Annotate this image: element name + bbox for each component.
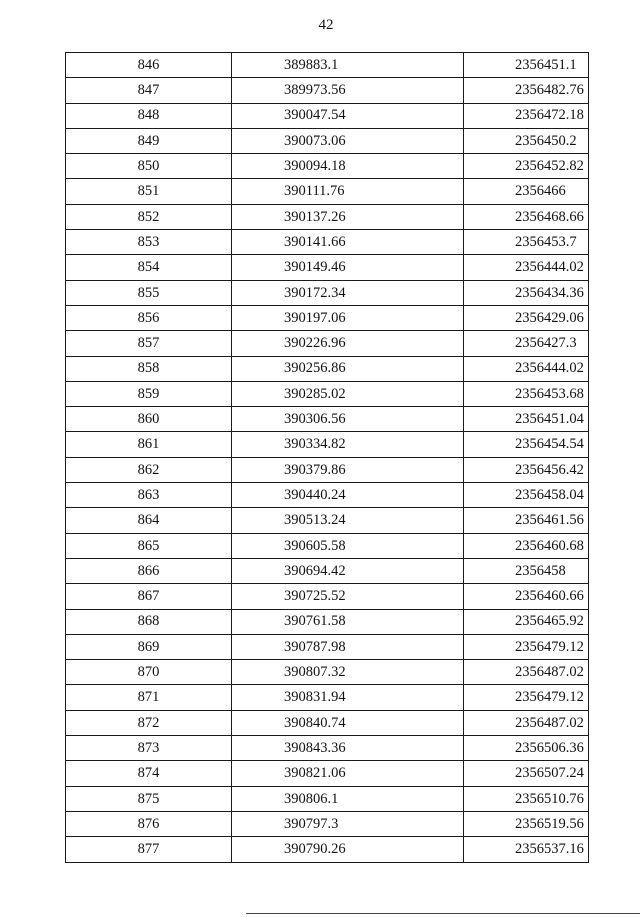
point-number-cell: 846 <box>66 53 232 78</box>
x-coordinate-cell: 390073.06 <box>232 128 464 153</box>
point-number-cell: 874 <box>66 761 232 786</box>
table-row <box>66 103 589 128</box>
y-coordinate-cell: 2356487.02 <box>464 660 589 685</box>
point-number-cell: 855 <box>66 280 232 305</box>
x-coordinate-cell: 390197.06 <box>232 305 464 330</box>
x-coordinate-cell: 390306.56 <box>232 407 464 432</box>
table-row <box>66 558 589 583</box>
table-row <box>66 685 589 710</box>
x-coordinate-cell: 390111.76 <box>232 179 464 204</box>
y-coordinate-cell: 2356482.76 <box>464 78 589 103</box>
table-row <box>66 533 589 558</box>
y-coordinate-cell: 2356519.56 <box>464 811 589 836</box>
x-coordinate-cell: 390226.96 <box>232 331 464 356</box>
y-coordinate-cell: 2356451.1 <box>464 53 589 78</box>
y-coordinate-cell: 2356451.04 <box>464 407 589 432</box>
point-number-cell: 870 <box>66 660 232 685</box>
table-row <box>66 356 589 381</box>
table-row <box>66 407 589 432</box>
point-number-cell: 847 <box>66 78 232 103</box>
x-coordinate-cell: 390761.58 <box>232 609 464 634</box>
table-row <box>66 584 589 609</box>
point-number-cell: 859 <box>66 381 232 406</box>
point-number-cell: 873 <box>66 736 232 761</box>
table-row <box>66 179 589 204</box>
x-coordinate-cell: 390831.94 <box>232 685 464 710</box>
y-coordinate-cell: 2356444.02 <box>464 356 589 381</box>
table-row <box>66 381 589 406</box>
x-coordinate-cell: 390694.42 <box>232 558 464 583</box>
y-coordinate-cell: 2356487.02 <box>464 710 589 735</box>
y-coordinate-cell: 2356479.12 <box>464 634 589 659</box>
x-coordinate-cell: 390256.86 <box>232 356 464 381</box>
x-coordinate-cell: 390149.46 <box>232 255 464 280</box>
y-coordinate-cell: 2356460.68 <box>464 533 589 558</box>
table-row <box>66 710 589 735</box>
y-coordinate-cell: 2356453.7 <box>464 230 589 255</box>
point-number-cell: 869 <box>66 634 232 659</box>
table-row <box>66 78 589 103</box>
point-number-cell: 872 <box>66 710 232 735</box>
y-coordinate-cell: 2356450.2 <box>464 128 589 153</box>
y-coordinate-cell: 2356461.56 <box>464 508 589 533</box>
table-row <box>66 761 589 786</box>
x-coordinate-cell: 390840.74 <box>232 710 464 735</box>
x-coordinate-cell: 390725.52 <box>232 584 464 609</box>
y-coordinate-cell: 2356456.42 <box>464 457 589 482</box>
y-coordinate-cell: 2356468.66 <box>464 204 589 229</box>
table-row <box>66 331 589 356</box>
x-coordinate-cell: 390806.1 <box>232 786 464 811</box>
x-coordinate-cell: 390807.32 <box>232 660 464 685</box>
y-coordinate-cell: 2356537.16 <box>464 837 589 862</box>
x-coordinate-cell: 390285.02 <box>232 381 464 406</box>
point-number-cell: 871 <box>66 685 232 710</box>
y-coordinate-cell: 2356466 <box>464 179 589 204</box>
point-number-cell: 863 <box>66 483 232 508</box>
point-number-cell: 858 <box>66 356 232 381</box>
x-coordinate-cell: 390513.24 <box>232 508 464 533</box>
bottom-rule <box>246 913 640 914</box>
y-coordinate-cell: 2356452.82 <box>464 154 589 179</box>
y-coordinate-cell: 2356506.36 <box>464 736 589 761</box>
table-row <box>66 483 589 508</box>
point-number-cell: 852 <box>66 204 232 229</box>
y-coordinate-cell: 2356429.06 <box>464 305 589 330</box>
x-coordinate-cell: 390047.54 <box>232 103 464 128</box>
table-row <box>66 305 589 330</box>
table-row <box>66 508 589 533</box>
table-row <box>66 786 589 811</box>
y-coordinate-cell: 2356453.68 <box>464 381 589 406</box>
table-row <box>66 811 589 836</box>
table-row <box>66 457 589 482</box>
page-number: 42 <box>318 17 334 33</box>
point-number-cell: 857 <box>66 331 232 356</box>
table-row <box>66 280 589 305</box>
table-row <box>66 255 589 280</box>
table-row <box>66 837 589 862</box>
point-number-cell: 860 <box>66 407 232 432</box>
point-number-cell: 862 <box>66 457 232 482</box>
point-number-cell: 866 <box>66 558 232 583</box>
table-row <box>66 660 589 685</box>
point-number-cell: 854 <box>66 255 232 280</box>
point-number-cell: 848 <box>66 103 232 128</box>
y-coordinate-cell: 2356460.66 <box>464 584 589 609</box>
point-number-cell: 877 <box>66 837 232 862</box>
x-coordinate-cell: 390790.26 <box>232 837 464 862</box>
point-number-cell: 868 <box>66 609 232 634</box>
table-row <box>66 204 589 229</box>
x-coordinate-cell: 390787.98 <box>232 634 464 659</box>
y-coordinate-cell: 2356458.04 <box>464 483 589 508</box>
table-row <box>66 154 589 179</box>
y-coordinate-cell: 2356458 <box>464 558 589 583</box>
y-coordinate-cell: 2356510.76 <box>464 786 589 811</box>
y-coordinate-cell: 2356444.02 <box>464 255 589 280</box>
x-coordinate-cell: 390440.24 <box>232 483 464 508</box>
x-coordinate-cell: 389973.56 <box>232 78 464 103</box>
table-row <box>66 128 589 153</box>
point-number-cell: 851 <box>66 179 232 204</box>
point-number-cell: 861 <box>66 432 232 457</box>
point-number-cell: 853 <box>66 230 232 255</box>
x-coordinate-cell: 389883.1 <box>232 53 464 78</box>
x-coordinate-cell: 390094.18 <box>232 154 464 179</box>
x-coordinate-cell: 390843.36 <box>232 736 464 761</box>
x-coordinate-cell: 390137.26 <box>232 204 464 229</box>
point-number-cell: 865 <box>66 533 232 558</box>
x-coordinate-cell: 390605.58 <box>232 533 464 558</box>
point-number-cell: 875 <box>66 786 232 811</box>
y-coordinate-cell: 2356507.24 <box>464 761 589 786</box>
table-row <box>66 53 589 78</box>
point-number-cell: 876 <box>66 811 232 836</box>
x-coordinate-cell: 390141.66 <box>232 230 464 255</box>
y-coordinate-cell: 2356479.12 <box>464 685 589 710</box>
x-coordinate-cell: 390334.82 <box>232 432 464 457</box>
table-row <box>66 230 589 255</box>
table-row <box>66 634 589 659</box>
x-coordinate-cell: 390172.34 <box>232 280 464 305</box>
point-number-cell: 864 <box>66 508 232 533</box>
table-row <box>66 432 589 457</box>
coordinates-table <box>65 52 589 863</box>
y-coordinate-cell: 2356427.3 <box>464 331 589 356</box>
y-coordinate-cell: 2356472.18 <box>464 103 589 128</box>
point-number-cell: 856 <box>66 305 232 330</box>
table-row <box>66 736 589 761</box>
y-coordinate-cell: 2356454.54 <box>464 432 589 457</box>
table-row <box>66 609 589 634</box>
y-coordinate-cell: 2356434.36 <box>464 280 589 305</box>
point-number-cell: 850 <box>66 154 232 179</box>
coordinates-table-body <box>66 53 589 863</box>
x-coordinate-cell: 390379.86 <box>232 457 464 482</box>
point-number-cell: 849 <box>66 128 232 153</box>
point-number-cell: 867 <box>66 584 232 609</box>
y-coordinate-cell: 2356465.92 <box>464 609 589 634</box>
x-coordinate-cell: 390797.3 <box>232 811 464 836</box>
x-coordinate-cell: 390821.06 <box>232 761 464 786</box>
